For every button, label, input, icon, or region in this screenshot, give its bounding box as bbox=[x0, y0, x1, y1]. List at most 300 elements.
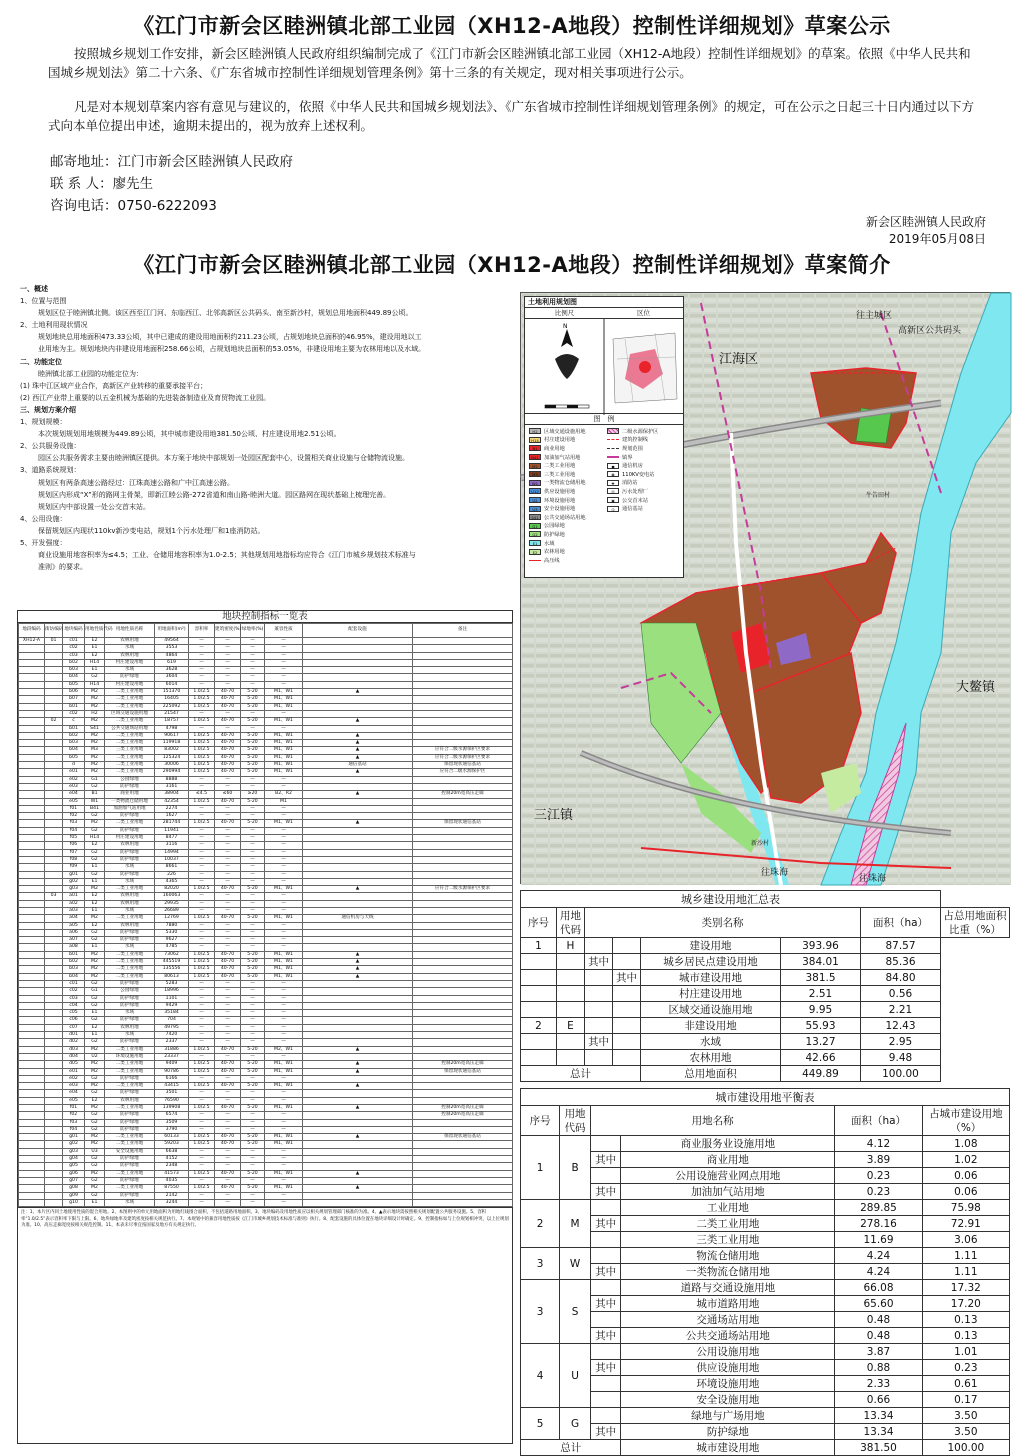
index-cell: — bbox=[189, 835, 215, 842]
index-cell: 二类工业用地 bbox=[105, 1185, 155, 1192]
index-cell: — bbox=[189, 922, 215, 929]
index-cell: — bbox=[215, 1112, 241, 1119]
index-cell: — bbox=[241, 900, 265, 907]
index-cell bbox=[19, 878, 45, 885]
index-cell: — bbox=[189, 842, 215, 849]
index-cell: b03 bbox=[63, 740, 85, 747]
index-cell: 二类工业用地 bbox=[105, 696, 155, 703]
index-cell: 二类工业用地 bbox=[105, 1046, 155, 1053]
index-cell: e05 bbox=[63, 798, 85, 805]
table-row bbox=[19, 951, 513, 958]
index-cell: 8661 bbox=[155, 864, 189, 871]
table-row bbox=[19, 718, 513, 725]
index-cell: — bbox=[215, 805, 241, 812]
index-cell: g02 bbox=[63, 878, 85, 885]
index-cell: — bbox=[241, 659, 265, 666]
index-cell: 1.0/2.5 bbox=[189, 798, 215, 805]
index-cell: — bbox=[189, 667, 215, 674]
balance-code: U bbox=[560, 1344, 591, 1408]
index-cell: 23337 bbox=[155, 1053, 189, 1060]
index-cell: 5-20 bbox=[241, 966, 265, 973]
index-cell: 40-70 bbox=[215, 740, 241, 747]
index-cell: — bbox=[189, 1075, 215, 1082]
index-cell bbox=[19, 1061, 45, 1068]
index-cell: — bbox=[215, 681, 241, 688]
summary-total-pct: 100.00 bbox=[861, 1066, 941, 1082]
legend-label: 110KV变电站 bbox=[622, 471, 655, 478]
index-cell: 水域 bbox=[105, 907, 155, 914]
index-cell: — bbox=[241, 937, 265, 944]
summary-level1 bbox=[585, 1018, 613, 1034]
table-row bbox=[19, 973, 513, 980]
index-cell: 村庄建设用地 bbox=[105, 681, 155, 688]
index-cell: 3116 bbox=[155, 842, 189, 849]
index-cell bbox=[45, 856, 63, 863]
index-cell: M1、W1 bbox=[265, 732, 303, 739]
index-cell bbox=[19, 1017, 45, 1024]
index-cell bbox=[19, 1053, 45, 1060]
index-cell bbox=[19, 805, 45, 812]
table-row bbox=[521, 1392, 1010, 1408]
summary-header-cell: 占总用地面积比重（%） bbox=[941, 908, 1010, 938]
index-cell: — bbox=[189, 1199, 215, 1206]
legend-item bbox=[607, 436, 683, 445]
index-cell: 二类工业用地 bbox=[105, 703, 155, 710]
balance-total-label: 总计 bbox=[521, 1440, 621, 1456]
index-cell bbox=[303, 776, 413, 783]
index-cell: 4365 bbox=[155, 878, 189, 885]
scale-bar-icon bbox=[545, 405, 589, 408]
index-cell bbox=[413, 1097, 513, 1104]
index-cell bbox=[413, 1083, 513, 1090]
table-row bbox=[521, 1168, 1010, 1184]
index-cell: 445519 bbox=[155, 959, 189, 966]
index-cell: — bbox=[265, 783, 303, 790]
index-cell: M2 bbox=[85, 762, 105, 769]
table-row bbox=[19, 783, 513, 790]
index-cell: 防护绿地 bbox=[105, 937, 155, 944]
brief-line: 3、道路系统规划： bbox=[20, 466, 81, 475]
legend-label: 二级水源保护区 bbox=[622, 428, 659, 435]
table-row bbox=[19, 1024, 513, 1031]
index-cell: b04 bbox=[63, 747, 85, 754]
index-cell: — bbox=[215, 1053, 241, 1060]
legend-swatch: G1 bbox=[529, 523, 541, 529]
index-cell bbox=[45, 966, 63, 973]
balance-pct: 3.50 bbox=[922, 1424, 1009, 1440]
index-cell: e02 bbox=[63, 1075, 85, 1082]
index-cell: G2 bbox=[85, 937, 105, 944]
contact-person: 联 系 人：廖先生 bbox=[50, 176, 154, 192]
index-cell bbox=[19, 980, 45, 987]
index-cell: 公园绿地 bbox=[105, 988, 155, 995]
index-cell: — bbox=[215, 1032, 241, 1039]
index-cell bbox=[45, 1010, 63, 1017]
summary-name: 城乡居民点建设用地 bbox=[641, 954, 781, 970]
legend-item bbox=[529, 461, 609, 470]
index-cell: — bbox=[265, 907, 303, 914]
index-cell: U2 bbox=[85, 1053, 105, 1060]
brief-line: 规划区内中部设置一处公交首末站。 bbox=[38, 502, 150, 511]
index-cell: — bbox=[189, 674, 215, 681]
index-cell bbox=[303, 922, 413, 929]
index-cell: 90617 bbox=[155, 732, 189, 739]
index-cell: 防护绿地 bbox=[105, 929, 155, 936]
index-cell: 01 bbox=[45, 638, 63, 645]
index-cell: — bbox=[265, 842, 303, 849]
balance-level: 其中 bbox=[590, 1264, 621, 1280]
legend-item bbox=[607, 453, 683, 462]
index-header-cell: 用地面积(m²) bbox=[155, 624, 189, 638]
index-cell: — bbox=[215, 710, 241, 717]
index-cell bbox=[45, 842, 63, 849]
index-cell: — bbox=[265, 988, 303, 995]
balance-name: 加油加气站用地 bbox=[621, 1184, 835, 1200]
table-row bbox=[521, 1216, 1010, 1232]
balance-seq: 3 bbox=[521, 1280, 560, 1344]
index-cell: 4864 bbox=[155, 652, 189, 659]
index-cell: — bbox=[241, 871, 265, 878]
index-cell: — bbox=[241, 1032, 265, 1039]
index-cell: G2 bbox=[85, 929, 105, 936]
balance-header-cell: 占城市建设用地（%） bbox=[922, 1106, 1009, 1136]
index-cell: 02 bbox=[45, 718, 63, 725]
brief-line: 本次规划规划用地规模为449.89公顷，其中城市建设用地381.50公顷、村庄建设用地2.51公顷。 bbox=[38, 430, 341, 439]
index-cell: 防护绿地 bbox=[105, 1177, 155, 1184]
index-cell: M2 bbox=[85, 966, 105, 973]
index-cell: f09 bbox=[63, 864, 85, 871]
index-cell: — bbox=[189, 988, 215, 995]
index-cell: 40-70 bbox=[215, 1185, 241, 1192]
index-cell: — bbox=[189, 659, 215, 666]
map-legend bbox=[524, 296, 684, 578]
place-hi-tech-dock: 高新区公共码头 bbox=[898, 326, 962, 336]
legend-label: 安全设施用地 bbox=[544, 506, 576, 513]
index-cell: g08 bbox=[63, 1185, 85, 1192]
index-cell: — bbox=[215, 1097, 241, 1104]
index-cell bbox=[19, 732, 45, 739]
index-cell: — bbox=[215, 674, 241, 681]
index-cell: ▲ bbox=[303, 732, 413, 739]
index-cell: 应符合二级水源保护区要求 bbox=[413, 754, 513, 761]
index-cell: 40-70 bbox=[215, 1141, 241, 1148]
index-cell: — bbox=[265, 710, 303, 717]
index-cell: — bbox=[265, 659, 303, 666]
index-cell: B41 bbox=[85, 805, 105, 812]
index-cell bbox=[303, 674, 413, 681]
legend-item bbox=[607, 479, 683, 488]
index-cell: 1.0/2.5 bbox=[189, 1170, 215, 1177]
index-cell: — bbox=[241, 1126, 265, 1133]
index-cell bbox=[19, 1119, 45, 1126]
legend-symbol-icon bbox=[607, 439, 619, 440]
index-cell: 6166 bbox=[155, 1075, 189, 1082]
index-cell bbox=[19, 1075, 45, 1082]
index-cell: — bbox=[241, 674, 265, 681]
legend-item bbox=[607, 470, 683, 479]
index-cell: 125324 bbox=[155, 754, 189, 761]
table-row bbox=[19, 703, 513, 710]
index-cell: — bbox=[189, 1010, 215, 1017]
table-row bbox=[521, 1424, 1010, 1440]
index-cell: 40-70 bbox=[215, 769, 241, 776]
index-cell: c02 bbox=[63, 988, 85, 995]
legend-label: 公园绿地 bbox=[544, 523, 565, 530]
index-cell bbox=[413, 922, 513, 929]
table-row bbox=[19, 798, 513, 805]
index-cell: — bbox=[189, 827, 215, 834]
index-cell bbox=[45, 1126, 63, 1133]
index-cell: 农林用地 bbox=[105, 638, 155, 645]
index-cell bbox=[19, 659, 45, 666]
index-cell: M1、W1 bbox=[265, 718, 303, 725]
summary-level2 bbox=[613, 1002, 641, 1018]
index-cell: f02 bbox=[63, 813, 85, 820]
index-cell: 59203 bbox=[155, 1141, 189, 1148]
index-cell bbox=[413, 1141, 513, 1148]
index-cell bbox=[19, 886, 45, 893]
table-row bbox=[19, 886, 513, 893]
summary-level2 bbox=[613, 1034, 641, 1050]
index-cell bbox=[45, 674, 63, 681]
table-row bbox=[521, 1296, 1010, 1312]
index-cell: 农林用地 bbox=[105, 1097, 155, 1104]
index-cell: 1.0/2.5 bbox=[189, 718, 215, 725]
index-cell: 1.0/2.5 bbox=[189, 820, 215, 827]
index-cell bbox=[45, 1112, 63, 1119]
index-cell: 防护绿地 bbox=[105, 1002, 155, 1009]
index-cell: 5-20 bbox=[241, 959, 265, 966]
index-cell: f01 bbox=[63, 805, 85, 812]
table-row bbox=[19, 710, 513, 717]
balance-pct: 0.61 bbox=[922, 1376, 1009, 1392]
index-cell: 8477 bbox=[155, 835, 189, 842]
index-cell: M2 bbox=[85, 1185, 105, 1192]
balance-name: 二类工业用地 bbox=[621, 1216, 835, 1232]
index-cell: — bbox=[189, 1112, 215, 1119]
index-cell: 保留现状通信基站 bbox=[413, 820, 513, 827]
table-row bbox=[521, 1018, 1010, 1034]
index-cell: — bbox=[241, 1112, 265, 1119]
index-cell: — bbox=[215, 1177, 241, 1184]
index-cell: 5-20 bbox=[241, 1134, 265, 1141]
index-cell: 环境设施用地 bbox=[105, 1053, 155, 1060]
index-cell: 135556 bbox=[155, 966, 189, 973]
index-cell: d bbox=[63, 762, 85, 769]
index-cell: — bbox=[189, 805, 215, 812]
balance-area: 0.23 bbox=[835, 1168, 922, 1184]
index-cell bbox=[413, 645, 513, 652]
table-row bbox=[19, 893, 513, 900]
summary-code bbox=[557, 986, 585, 1002]
balance-total-area: 381.50 bbox=[835, 1440, 922, 1456]
table-row bbox=[521, 938, 1010, 954]
table-row bbox=[19, 820, 513, 827]
index-cell: 1.0/2.5 bbox=[189, 747, 215, 754]
index-cell: 5-20 bbox=[241, 762, 265, 769]
index-cell: 1101 bbox=[155, 995, 189, 1002]
index-cell: — bbox=[189, 1032, 215, 1039]
index-cell bbox=[45, 1185, 63, 1192]
table-row bbox=[521, 1280, 1010, 1296]
index-cell: — bbox=[189, 725, 215, 732]
table-row bbox=[19, 689, 513, 696]
index-cell: 农林用地 bbox=[105, 652, 155, 659]
index-cell bbox=[303, 783, 413, 790]
table-row bbox=[19, 776, 513, 783]
index-cell: 公园绿地 bbox=[105, 776, 155, 783]
legend-item bbox=[607, 461, 683, 470]
index-cell: ▲ bbox=[303, 740, 413, 747]
table-row bbox=[19, 1148, 513, 1155]
index-cell: 控制20m宽高压走廊 bbox=[413, 1112, 513, 1119]
index-cell: M1、W1 bbox=[265, 1068, 303, 1075]
index-cell: M1、W1 bbox=[265, 703, 303, 710]
index-cell: — bbox=[215, 1156, 241, 1163]
index-cell bbox=[413, 878, 513, 885]
index-cell bbox=[19, 674, 45, 681]
index-cell bbox=[19, 1192, 45, 1199]
index-cell bbox=[303, 1032, 413, 1039]
legend-right-list bbox=[607, 427, 683, 513]
balance-area: 13.34 bbox=[835, 1408, 922, 1424]
index-cell bbox=[303, 1017, 413, 1024]
table-row bbox=[19, 995, 513, 1002]
index-cell: G2 bbox=[85, 849, 105, 856]
balance-level bbox=[590, 1200, 621, 1216]
table-row bbox=[19, 1134, 513, 1141]
legend-item bbox=[529, 479, 609, 488]
index-cell: 5-20 bbox=[241, 973, 265, 980]
index-cell: — bbox=[241, 645, 265, 652]
balance-name: 公用设施营业网点用地 bbox=[621, 1168, 835, 1184]
index-cell: — bbox=[241, 907, 265, 914]
index-cell bbox=[45, 645, 63, 652]
index-cell: f03 bbox=[63, 820, 85, 827]
legend-swatch: W1 bbox=[529, 480, 541, 486]
index-cell bbox=[45, 667, 63, 674]
index-cell bbox=[45, 1097, 63, 1104]
table-row bbox=[521, 1328, 1010, 1344]
index-cell bbox=[19, 944, 45, 951]
index-cell bbox=[19, 718, 45, 725]
index-cell bbox=[413, 1177, 513, 1184]
index-cell: E2 bbox=[85, 638, 105, 645]
index-cell: 83002 bbox=[155, 747, 189, 754]
index-cell: — bbox=[215, 995, 241, 1002]
index-cell: 38904 bbox=[155, 791, 189, 798]
index-cell bbox=[413, 1039, 513, 1046]
balance-name: 安全设施用地 bbox=[621, 1392, 835, 1408]
index-cell: 农林用地 bbox=[105, 893, 155, 900]
index-cell: — bbox=[241, 1148, 265, 1155]
index-cell: G2 bbox=[85, 871, 105, 878]
index-cell: M2 bbox=[85, 1170, 105, 1177]
index-cell: 2142 bbox=[155, 1192, 189, 1199]
index-cell: E2 bbox=[85, 1097, 105, 1104]
index-cell: 119918 bbox=[155, 740, 189, 747]
index-cell bbox=[19, 937, 45, 944]
index-cell: — bbox=[265, 645, 303, 652]
table-row bbox=[19, 827, 513, 834]
index-cell bbox=[45, 1090, 63, 1097]
index-cell: — bbox=[189, 1097, 215, 1104]
index-cell: G2 bbox=[85, 980, 105, 987]
index-cell bbox=[413, 1053, 513, 1060]
contact-phone: 咨询电话：0750-6222093 bbox=[50, 198, 217, 214]
index-cell: 29935 bbox=[155, 900, 189, 907]
index-cell bbox=[303, 871, 413, 878]
index-cell bbox=[413, 740, 513, 747]
index-cell: 3244 bbox=[155, 1199, 189, 1206]
index-cell bbox=[303, 842, 413, 849]
index-cell: 2274 bbox=[155, 805, 189, 812]
index-cell: 二类工业用地 bbox=[105, 732, 155, 739]
index-cell: — bbox=[265, 1075, 303, 1082]
summary-total-area: 449.89 bbox=[781, 1066, 861, 1082]
index-cell bbox=[19, 725, 45, 732]
index-cell bbox=[303, 1097, 413, 1104]
index-cell: 49564 bbox=[155, 638, 189, 645]
index-cell: — bbox=[215, 776, 241, 783]
summary-level2 bbox=[613, 1018, 641, 1034]
legend-label: 商业用地 bbox=[544, 445, 565, 452]
legend-label: 公交首末站 bbox=[622, 497, 648, 504]
index-cell bbox=[19, 1083, 45, 1090]
index-cell: 二类工业用地 bbox=[105, 1061, 155, 1068]
legend-label: 通信基站 bbox=[622, 506, 643, 513]
index-cell: a01 bbox=[63, 893, 85, 900]
balance-level bbox=[590, 1248, 621, 1264]
index-cell: 农林用地 bbox=[105, 1024, 155, 1031]
index-cell bbox=[303, 864, 413, 871]
index-cell bbox=[45, 937, 63, 944]
index-cell: 5283 bbox=[155, 980, 189, 987]
index-cell: 5-20 bbox=[241, 732, 265, 739]
index-cell: G2 bbox=[85, 1039, 105, 1046]
index-cell: f07 bbox=[63, 849, 85, 856]
index-cell bbox=[413, 1126, 513, 1133]
balance-name: 交通场站用地 bbox=[621, 1312, 835, 1328]
legend-swatch: H14 bbox=[529, 437, 541, 443]
index-cell bbox=[45, 1199, 63, 1206]
index-cell bbox=[413, 973, 513, 980]
index-cell: — bbox=[265, 725, 303, 732]
index-cell: — bbox=[215, 659, 241, 666]
index-cell bbox=[45, 776, 63, 783]
index-cell: 16405 bbox=[155, 696, 189, 703]
index-cell bbox=[19, 1163, 45, 1170]
legend-item bbox=[529, 487, 609, 496]
table-row bbox=[521, 1248, 1010, 1264]
index-cell bbox=[45, 886, 63, 893]
legend-item bbox=[529, 436, 609, 445]
index-cell: — bbox=[241, 980, 265, 987]
index-cell: M1、W1 bbox=[265, 1061, 303, 1068]
index-cell: 二类工业用地 bbox=[105, 886, 155, 893]
index-cell: E2 bbox=[85, 1024, 105, 1031]
legend-symbol-icon: ◼ bbox=[607, 463, 619, 469]
index-cell: c01 bbox=[63, 638, 85, 645]
index-cell: — bbox=[215, 849, 241, 856]
index-cell: 4035 bbox=[155, 1177, 189, 1184]
index-cell: — bbox=[215, 1017, 241, 1024]
index-cell bbox=[413, 1148, 513, 1155]
index-cell: 水域 bbox=[105, 944, 155, 951]
balance-pct: 3.06 bbox=[922, 1232, 1009, 1248]
index-cell: 40-70 bbox=[215, 1083, 241, 1090]
index-cell bbox=[413, 951, 513, 958]
